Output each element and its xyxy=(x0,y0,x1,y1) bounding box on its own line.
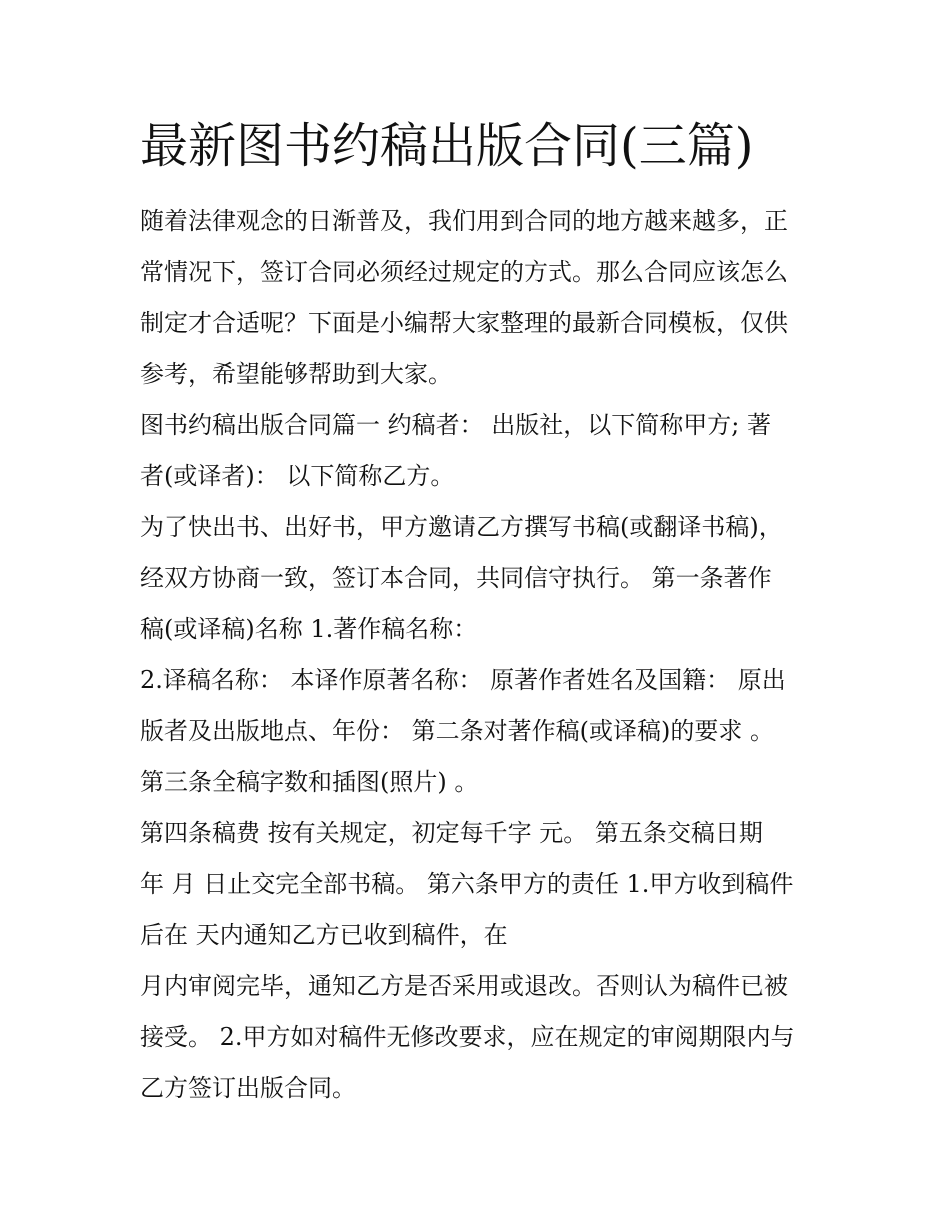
body-line: 接受。 2.甲方如对稿件无修改要求，应在规定的审阅期限内与 xyxy=(140,1023,795,1051)
body-line: 稿(或译稿)名称 1.著作稿名称： xyxy=(140,615,478,643)
body-line: 年 月 日止交完全部书稿。 第六条甲方的责任 1.甲方收到稿件 xyxy=(140,870,794,898)
body-line: 图书约稿出版合同篇一 约稿者： 出版社，以下简称甲方; 著 xyxy=(140,411,771,439)
document-body xyxy=(140,196,820,1114)
body-line: 随着法律观念的日渐普及，我们用到合同的地方越来越多，正 xyxy=(140,207,788,235)
body-line: 者(或译者)： 以下简称乙方。 xyxy=(140,462,455,490)
body-line: 2.译稿名称： 本译作原著名称： 原著作者姓名及国籍： 原出 xyxy=(140,666,786,694)
body-line: 后在 天内通知乙方已收到稿件，在 xyxy=(140,921,508,949)
body-line: 经双方协商一致，签订本合同，共同信守执行。 第一条著作 xyxy=(140,564,772,592)
body-line: 为了快出书、出好书，甲方邀请乙方撰写书稿(或翻译书稿)， xyxy=(140,513,783,541)
body-line: 第四条稿费 按有关规定，初定每千字 元。 第五条交稿日期 xyxy=(140,819,763,847)
body-line: 第三条全稿字数和插图(照片) 。 xyxy=(140,768,479,796)
body-line: 乙方签订出版合同。 xyxy=(140,1074,356,1102)
body-line: 参考，希望能够帮助到大家。 xyxy=(140,360,452,388)
body-line: 月内审阅完毕，通知乙方是否采用或退改。否则认为稿件已被 xyxy=(140,972,788,1000)
body-line: 常情况下，签订合同必须经过规定的方式。那么合同应该怎么 xyxy=(140,258,788,286)
body-line: 版者及出版地点、年份： 第二条对著作稿(或译稿)的要求 。 xyxy=(140,717,774,745)
body-line: 制定才合适呢？下面是小编帮大家整理的最新合同模板，仅供 xyxy=(140,309,788,337)
document-title: 最新图书约稿出版合同(三篇) xyxy=(140,118,754,174)
